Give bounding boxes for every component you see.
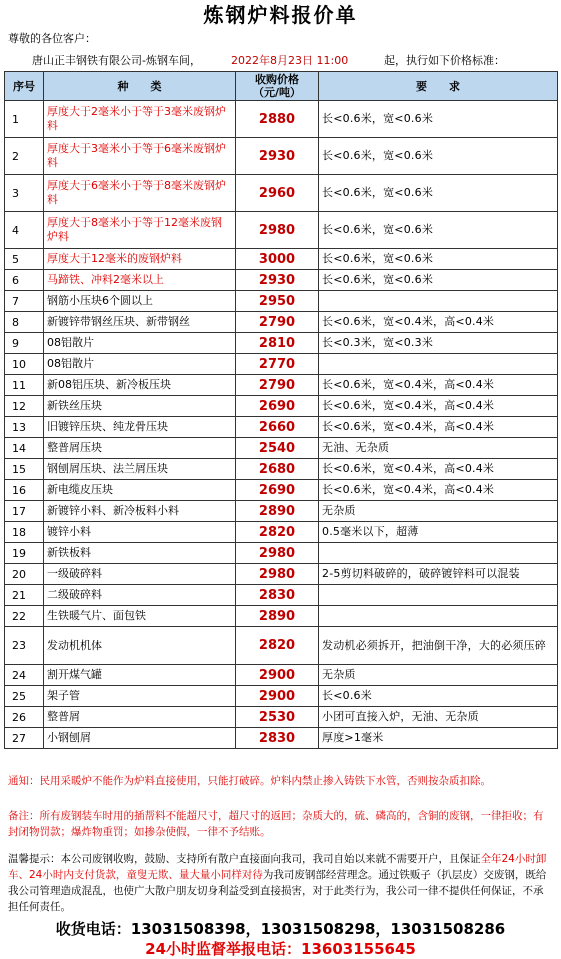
row-type: 镀锌小料 bbox=[44, 522, 236, 543]
table-header-row bbox=[5, 72, 558, 101]
row-price: 2830 bbox=[236, 728, 319, 749]
row-type: 小钢刨屑 bbox=[44, 728, 236, 749]
row-requirement: 无杂质 bbox=[319, 501, 558, 522]
phone-line: 收货电话：13031508398，13031508298，13031508286 bbox=[55, 920, 506, 938]
row-number: 6 bbox=[5, 270, 44, 291]
row-number: 7 bbox=[5, 291, 44, 312]
row-number: 12 bbox=[5, 396, 44, 417]
row-price: 2820 bbox=[236, 522, 319, 543]
row-number: 9 bbox=[5, 333, 44, 354]
row-type: 新镀锌带钢丝压块、新带钢丝 bbox=[44, 312, 236, 333]
table-row bbox=[5, 417, 558, 438]
row-type: 钢刨屑压块、法兰屑压块 bbox=[44, 459, 236, 480]
row-requirement: 长<0.6米，宽<0.6米 bbox=[319, 175, 558, 212]
table-row bbox=[5, 564, 558, 585]
row-number: 21 bbox=[5, 585, 44, 606]
row-number: 26 bbox=[5, 707, 44, 728]
row-number: 8 bbox=[5, 312, 44, 333]
row-price: 2980 bbox=[236, 564, 319, 585]
row-requirement: 长<0.6米，宽<0.6米 bbox=[319, 101, 558, 138]
row-type: 厚度大于2毫米小于等于3毫米废钢炉料 bbox=[44, 101, 236, 138]
row-type: 新镀锌小料、新冷板料小料 bbox=[44, 501, 236, 522]
row-type: 厚度大于12毫米的废钢炉料 bbox=[44, 249, 236, 270]
row-type: 厚度大于6毫米小于等于8毫米废钢炉料 bbox=[44, 175, 236, 212]
row-type: 新铁丝压块 bbox=[44, 396, 236, 417]
table-row bbox=[5, 312, 558, 333]
row-type: 新08铝压块、新冷板压块 bbox=[44, 375, 236, 396]
notice-text: 通知：民用采暖炉不能作为炉料直接使用，只能打破碎。炉料内禁止掺入铸铁下水管，否则按杂质扣除。 bbox=[8, 775, 491, 787]
row-type: 08铝散片 bbox=[44, 354, 236, 375]
row-price: 2680 bbox=[236, 459, 319, 480]
table-row bbox=[5, 212, 558, 249]
header-type: 种 类 bbox=[44, 72, 236, 101]
table-row bbox=[5, 665, 558, 686]
tip-highlight: 全年24小时卸车、24小时内支付货款，童叟无欺、量大量小同样对待 bbox=[8, 853, 547, 881]
row-requirement: 2-5剪切料破碎的，破碎镀锌料可以混装 bbox=[319, 564, 558, 585]
row-price: 2540 bbox=[236, 438, 319, 459]
row-requirement: 小团可直接入炉，无油、无杂质 bbox=[319, 707, 558, 728]
row-type: 割开煤气罐 bbox=[44, 665, 236, 686]
row-price: 2950 bbox=[236, 291, 319, 312]
table-row bbox=[5, 138, 558, 175]
row-price: 2890 bbox=[236, 606, 319, 627]
row-number: 20 bbox=[5, 564, 44, 585]
header-requirement: 要 求 bbox=[319, 72, 558, 101]
table-row bbox=[5, 501, 558, 522]
table-row bbox=[5, 375, 558, 396]
row-requirement: 长<0.6米，宽<0.4米，高<0.4米 bbox=[319, 480, 558, 501]
row-price: 2980 bbox=[236, 212, 319, 249]
row-price: 2660 bbox=[236, 417, 319, 438]
row-price: 2530 bbox=[236, 707, 319, 728]
table-row bbox=[5, 728, 558, 749]
row-price: 2890 bbox=[236, 501, 319, 522]
row-type: 厚度大于8毫米小于等于12毫米废钢炉料 bbox=[44, 212, 236, 249]
table-row bbox=[5, 585, 558, 606]
row-number: 19 bbox=[5, 543, 44, 564]
row-price: 2880 bbox=[236, 101, 319, 138]
row-number: 15 bbox=[5, 459, 44, 480]
row-number: 11 bbox=[5, 375, 44, 396]
header-no: 序号 bbox=[5, 72, 44, 101]
remark-text: 备注：所有废钢装车时用的插帮料不能超尺寸，超尺寸的返回；杂质大的，硫、磷高的，含铜的废钢，一律拒收；有封闭物罚款；爆炸物重罚；如掺杂使假，一律不予结账。 bbox=[8, 810, 544, 838]
row-type: 生铁暖气片、面包铁 bbox=[44, 606, 236, 627]
row-requirement: 0.5毫米以下，超薄 bbox=[319, 522, 558, 543]
table-row bbox=[5, 707, 558, 728]
row-number: 24 bbox=[5, 665, 44, 686]
table-row bbox=[5, 291, 558, 312]
row-number: 22 bbox=[5, 606, 44, 627]
page-title: 炼钢炉料报价单 bbox=[203, 3, 358, 27]
company-name: 唐山正丰钢铁有限公司-炼钢车间， bbox=[32, 54, 201, 67]
hotline-line: 24小时监督举报电话：13603155645 bbox=[145, 940, 416, 958]
row-price: 2790 bbox=[236, 312, 319, 333]
row-type: 一级破碎料 bbox=[44, 564, 236, 585]
row-price: 2930 bbox=[236, 138, 319, 175]
row-type: 整普屑 bbox=[44, 707, 236, 728]
table-row bbox=[5, 175, 558, 212]
standard-suffix: 起，执行如下价格标准： bbox=[384, 54, 505, 67]
table-row bbox=[5, 480, 558, 501]
row-requirement: 长<0.6米，宽<0.4米，高<0.4米 bbox=[319, 417, 558, 438]
table-row bbox=[5, 249, 558, 270]
row-requirement: 长<0.6米，宽<0.6米 bbox=[319, 212, 558, 249]
table-body bbox=[5, 101, 558, 749]
row-type: 厚度大于3毫米小于等于6毫米废钢炉料 bbox=[44, 138, 236, 175]
row-type: 08铝散片 bbox=[44, 333, 236, 354]
row-number: 2 bbox=[5, 138, 44, 175]
tip-post: 为我司废钢部经营理念。通过铁贩子（扒层皮）交废钢，既给我公司管理造成混乱，也使广大散户朋友切身利益受到直接损害，对于此类行为，我公司一律不提供任何保证，不承担任何责任。 bbox=[8, 869, 547, 913]
table-row bbox=[5, 333, 558, 354]
row-price: 2900 bbox=[236, 686, 319, 707]
row-requirement: 长<0.6米，宽<0.6米 bbox=[319, 270, 558, 291]
row-type: 新铁板料 bbox=[44, 543, 236, 564]
tip-pre: 温馨提示：本公司废钢收购，鼓励、支持所有散户直接面向我司，我司自始以来就不需要开户，且保证 bbox=[8, 853, 481, 865]
row-type: 钢筋小压块6个圆以上 bbox=[44, 291, 236, 312]
row-requirement: 无杂质 bbox=[319, 665, 558, 686]
greeting: 尊敬的各位客户： bbox=[8, 32, 96, 45]
table-row bbox=[5, 543, 558, 564]
tip-text bbox=[8, 851, 553, 915]
row-type: 新电缆皮压块 bbox=[44, 480, 236, 501]
row-requirement bbox=[319, 354, 558, 375]
row-requirement bbox=[319, 291, 558, 312]
row-requirement bbox=[319, 585, 558, 606]
row-type: 二级破碎料 bbox=[44, 585, 236, 606]
row-price: 2690 bbox=[236, 480, 319, 501]
row-number: 16 bbox=[5, 480, 44, 501]
table-row bbox=[5, 438, 558, 459]
row-requirement: 长<0.6米，宽<0.4米，高<0.4米 bbox=[319, 312, 558, 333]
table-row bbox=[5, 101, 558, 138]
price-table bbox=[4, 71, 558, 749]
row-type: 发动机机体 bbox=[44, 627, 236, 665]
row-price: 2900 bbox=[236, 665, 319, 686]
row-price: 2810 bbox=[236, 333, 319, 354]
table-row bbox=[5, 396, 558, 417]
row-price: 2770 bbox=[236, 354, 319, 375]
table-row bbox=[5, 459, 558, 480]
row-price: 2980 bbox=[236, 543, 319, 564]
row-number: 23 bbox=[5, 627, 44, 665]
row-type: 整普屑压块 bbox=[44, 438, 236, 459]
row-price: 2930 bbox=[236, 270, 319, 291]
row-requirement: 长<0.6米，宽<0.6米 bbox=[319, 249, 558, 270]
row-requirement bbox=[319, 543, 558, 564]
table-row bbox=[5, 606, 558, 627]
row-price: 2690 bbox=[236, 396, 319, 417]
row-number: 5 bbox=[5, 249, 44, 270]
table-row bbox=[5, 686, 558, 707]
row-type: 马蹄铁、冲料2毫米以上 bbox=[44, 270, 236, 291]
effective-datetime: 2022年8月23日 11:00 bbox=[231, 54, 349, 67]
row-number: 3 bbox=[5, 175, 44, 212]
row-number: 17 bbox=[5, 501, 44, 522]
table-row bbox=[5, 270, 558, 291]
row-requirement: 厚度>1毫米 bbox=[319, 728, 558, 749]
row-type: 旧镀锌压块、纯龙骨压块 bbox=[44, 417, 236, 438]
row-price: 2790 bbox=[236, 375, 319, 396]
row-price: 3000 bbox=[236, 249, 319, 270]
row-number: 14 bbox=[5, 438, 44, 459]
table-row bbox=[5, 627, 558, 665]
row-number: 18 bbox=[5, 522, 44, 543]
row-number: 27 bbox=[5, 728, 44, 749]
row-number: 25 bbox=[5, 686, 44, 707]
table-row bbox=[5, 354, 558, 375]
row-requirement: 长<0.6米，宽<0.4米，高<0.4米 bbox=[319, 459, 558, 480]
row-type: 架子管 bbox=[44, 686, 236, 707]
table-row bbox=[5, 522, 558, 543]
row-requirement: 长<0.6米，宽<0.4米，高<0.4米 bbox=[319, 396, 558, 417]
row-requirement: 长<0.6米 bbox=[319, 686, 558, 707]
row-price: 2960 bbox=[236, 175, 319, 212]
row-number: 13 bbox=[5, 417, 44, 438]
row-number: 1 bbox=[5, 101, 44, 138]
row-price: 2820 bbox=[236, 627, 319, 665]
row-requirement: 无油、无杂质 bbox=[319, 438, 558, 459]
row-requirement: 长<0.6米，宽<0.4米，高<0.4米 bbox=[319, 375, 558, 396]
header-price: 收购价格 （元/吨） bbox=[236, 72, 319, 101]
row-price: 2830 bbox=[236, 585, 319, 606]
row-number: 10 bbox=[5, 354, 44, 375]
row-requirement: 长<0.6米，宽<0.6米 bbox=[319, 138, 558, 175]
row-requirement bbox=[319, 606, 558, 627]
row-number: 4 bbox=[5, 212, 44, 249]
row-requirement: 发动机必须拆开，把油倒干净，大的必须压碎 bbox=[319, 627, 558, 665]
row-requirement: 长<0.3米，宽<0.3米 bbox=[319, 333, 558, 354]
